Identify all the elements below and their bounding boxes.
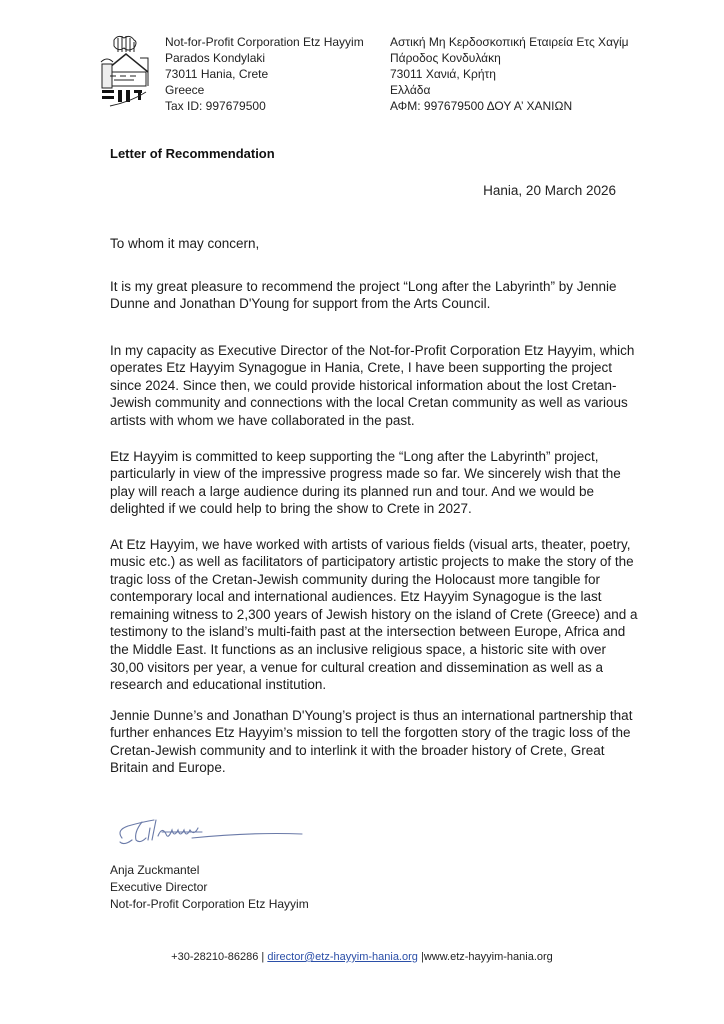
- signer-organization: Not-for-Profit Corporation Etz Hayyim: [110, 897, 309, 911]
- separator: |: [258, 951, 268, 963]
- salutation: To whom it may concern,: [110, 236, 260, 251]
- org-name-greek: Αστική Μη Κερδοσκοπική Εταιρεία Ετς Χαγίμ: [390, 35, 629, 49]
- email-link[interactable]: director@etz-hayyim-hania.org: [267, 951, 418, 963]
- street-address: Parados Kondylaki: [165, 51, 266, 65]
- phone-number: +30-28210-86286: [171, 951, 259, 963]
- paragraph: Jennie Dunne’s and Jonathan D'Young’s project is thus an international partnership that further enhances Etz Hayyim’s mission to tell the forgotten story of the tragic loss of the Cretan-Jewish community and to interlink it with the broader history of Crete, Great Britain and Europe.: [110, 707, 633, 776]
- website-text: www.etz-hayyim-hania.org: [423, 951, 553, 963]
- tax-id-greek: ΑΦΜ: 997679500 ΔΟΥ Α’ ΧΑΝΙΩΝ: [390, 99, 573, 113]
- signer-role: Executive Director: [110, 880, 208, 894]
- footer-contact: [0, 951, 724, 963]
- org-name: Not-for-Profit Corporation Etz Hayyim: [165, 35, 364, 49]
- street-address-greek: Πάροδος Κονδυλάκη: [390, 51, 501, 65]
- letter-date: Hania, 20 March 2026: [483, 183, 616, 198]
- tax-id: Tax ID: 997679500: [165, 99, 266, 113]
- separator: |: [417, 951, 424, 963]
- signer-name: Anja Zuckmantel: [110, 863, 200, 877]
- paragraph: At Etz Hayyim, we have worked with artists of various fields (visual arts, theater, poetry, music etc.) as well as facilitators of participatory artistic projects to make the story of the tragic loss of the Cretan-Jewish community during the Holocaust more tangible for contemporary local and international audiences. Etz Hayyim Synagogue is the last remaining witness to 2,300 years of Jewish history on the island of Crete (Greece) and a testimony to the island’s multi-faith past at the intersection between Europe, Africa and the Middle East. It functions as an inclusive religious space, a historic site with over 30,00 visitors per year, a venue for cultural creation and dissemination as well as a research and educational institution.: [110, 536, 638, 693]
- country: Greece: [165, 83, 205, 97]
- handwritten-signature: [112, 812, 312, 852]
- synagogue-logo-icon: [96, 32, 154, 108]
- paragraph: In my capacity as Executive Director of the Not-for-Profit Corporation Etz Hayyim, which operates Etz Hayyim Synagogue in Hania, Crete, I have been supporting the project since 2024. Since then, we could provide historical information about the lost Cretan-Jewish community and connections with the local Cretan community as well as various artists with whom we have collaborated in the past.: [110, 342, 635, 428]
- city: 73011 Hania, Crete: [165, 67, 269, 81]
- country-greek: Ελλάδα: [390, 83, 431, 97]
- paragraph: Etz Hayyim is committed to keep supporting the “Long after the Labyrinth” project, particularly in view of the impressive progress made so far. We sincerely wish that the play will reach a large audience during its planned run and tour. And we would be delighted if we could help to bring the show to Crete in 2027.: [110, 448, 621, 517]
- letterhead-greek: [390, 34, 629, 114]
- signature-block: [110, 862, 309, 913]
- letterhead-english: [165, 34, 364, 114]
- city-greek: 73011 Χανιά, Κρήτη: [390, 67, 496, 81]
- letter-title: Letter of Recommendation: [110, 146, 275, 161]
- paragraph: It is my great pleasure to recommend the project “Long after the Labyrinth” by Jennie Dunne and Jonathan D'Young for support from the Arts Council.: [110, 278, 617, 312]
